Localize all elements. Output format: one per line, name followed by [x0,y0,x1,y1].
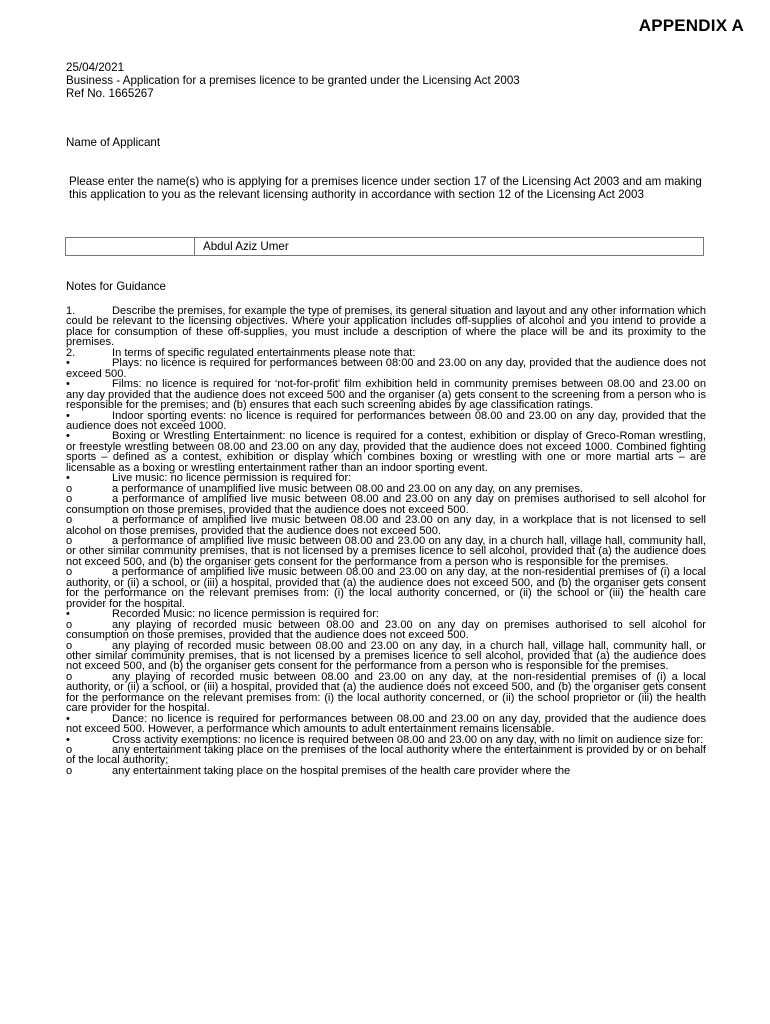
note-text: any playing of recorded music between 08.00 and 23.00 on any day, in a church hall, village hall, community hall, or other similar community premises, that is not licensed by a premises licence to sell alcohol, provided that (a) the audience does not exceed 500, and (b) the organiser gets consent for the performance from a person who is responsible for the premises. [66,639,706,673]
note-text: a performance of amplified live music between 08.00 and 23.00 on any day, in a workplace that is not licensed to sell alcohol on those premises, provided that the audience does not exceed 500. [66,514,706,537]
reference-number: Ref No. 1665267 [66,87,154,100]
note-text: Cross activity exemptions: no licence is required between 08.00 and 23.00 on any day, with no limit on audience size for: [112,733,704,746]
bullet-marker: • [66,430,70,443]
bullet-marker: • [66,733,70,746]
note-text: Recorded Music: no licence permission is required for: [112,608,379,621]
applicant-name-value: Abdul Aziz Umer [203,240,289,253]
note-text: any entertainment taking place on the premises of the local authority where the entertainment is provided by or on behalf of the local authority; [66,744,706,767]
note-marker: 1. [66,305,76,317]
note-item [66,536,706,567]
note-marker: 2. [66,346,76,359]
notes-for-guidance-title: Notes for Guidance [66,280,166,293]
application-business: Business - Application for a premises licence to be granted under the Licensing Act 2003 [66,74,520,87]
sub-bullet-marker: o [66,566,73,579]
note-text: Films: no licence is required for ‘not-for-profit’ film exhibition held in community premises between 08.00 and 23.00 on any day provided that the audience does not exceed 500 and the organiser (a) gets consent to the screening from a person who is responsible for the premises; and (b) ensures that each such screening abides by age classification ratings. [66,378,706,412]
bullet-marker: • [66,357,70,370]
note-item [66,745,706,766]
note-text: Indoor sporting events: no licence is required for performances between 08.00 and 23.00 on any day, provided that the audience does not exceed 1000. [66,409,706,432]
bullet-marker: • [66,712,70,725]
note-text: Describe the premises, for example the type of premises, its general situation and layout and any other information which could be relevant to the licensing objectives. Where your application includes off-supplies of alcohol and you intend to provide a place for consumption of these off-supplies, you must include a description of where the place will be and its proximity to the premises. [66,305,706,349]
note-item [66,672,706,714]
note-text: a performance of amplified live music between 08.00 and 23.00 on any day, in a church hall, village hall, community hall, or other similar community premises, that is not licensed by a premises licence to sell alcohol, provided that (a) the audience does not exceed 500, and (b) the organiser gets consent for the performance from a person who is responsible for the premises. [66,534,706,568]
applicant-instruction: Please enter the name(s) who is applying for a premises licence under section 17 of the Licensing Act 2003 and am making this application to you as the relevant licensing authority in accordance with section 12 of the Licensing Act 2003 [69,175,702,201]
applicant-name-table [65,237,704,256]
bullet-marker: • [66,378,70,391]
sub-bullet-marker: o [66,744,73,757]
note-text: any entertainment taking place on the hospital premises of the health care provider where the [112,764,571,777]
sub-bullet-marker: o [66,618,73,631]
sub-bullet-marker: o [66,670,73,683]
note-item [66,379,706,410]
note-text: Dance: no licence is required for performances between 08.00 and 23.00 on any day, provided that the audience does not exceed 500. However, a performance which amounts to adult entertainment remains licensable. [66,712,706,736]
note-item [66,714,706,735]
note-text: In terms of specific regulated entertainments please note that: [112,346,416,359]
sub-bullet-marker: o [66,639,73,652]
application-date: 25/04/2021 [66,61,125,74]
guidance-notes [66,306,706,776]
note-text: Plays: no licence is required for performances between 08:00 and 23.00 on any day, provided that the audience does not exceed 500. [66,357,706,380]
note-item [66,641,706,672]
sub-bullet-marker: o [66,493,73,506]
bullet-marker: • [66,608,70,621]
note-item [66,766,706,776]
sub-bullet-marker: o [66,764,73,777]
note-item [66,567,706,609]
bullet-marker: • [66,472,70,485]
note-item [66,358,706,379]
note-text: Boxing or Wrestling Entertainment: no licence is required for a contest, exhibition or display of Greco-Roman wrestling, or freestyle wrestling between 08.00 and 23.00 on any day, provided that the audience does not exceed 1000. Combined fighting sports – defined as a contest, exhibition or display which combines boxing or wrestling with one or more martial arts – are licensable as a boxing or wrestling entertainment rather than an indoor sporting event. [66,430,706,474]
note-text: any playing of recorded music between 08.00 and 23.00 on any day, at the non-residential premises of (i) a local authority, or (ii) a school, or (iii) a hospital, provided that (a) the audience does not exceed 500, and (b) the organiser gets consent for the performance on the relevant premises from: (i) the local authority concerned, or (ii) the school proprietor or (iii) the health care provider for the hospital. [66,670,706,715]
sub-bullet-marker: o [66,514,73,527]
application-header [66,61,520,100]
note-text: a performance of unamplified live music between 08.00 and 23.00 on any day, on any premises. [112,482,583,495]
note-text: any playing of recorded music between 08.00 and 23.00 on any day on premises authorised to sell alcohol for consumption on those premises, provided that the audience does not exceed 500. [66,618,706,642]
note-text: a performance of amplified live music between 08.00 and 23.00 on any day on premises authorised to sell alcohol for consumption on those premises, provided that the audience does not exceed 500. [66,493,706,516]
note-item [66,306,706,348]
sub-bullet-marker: o [66,534,73,547]
bullet-marker: • [66,409,70,422]
applicant-name-label-cell [66,238,195,255]
note-text: a performance of amplified live music between 08.00 and 23.00 on any day, at the non-residential premises of (i) a local authority, or (ii) a school, or (iii) a hospital, provided that (a) the audience does not exceed 500, and (b) the organiser gets consent for the performance on the relevant premises from: (i) the local authority concerned, or (ii) the school or (iii) the health care provider for the hospital. [66,566,706,610]
note-item [66,494,706,515]
sub-bullet-marker: o [66,482,73,495]
name-of-applicant-label: Name of Applicant [66,136,161,149]
note-item [66,431,706,473]
note-item [66,411,706,432]
appendix-title: APPENDIX A [638,16,744,35]
note-item [66,620,706,641]
note-item [66,515,706,536]
note-text: Live music: no licence permission is required for: [112,472,352,485]
